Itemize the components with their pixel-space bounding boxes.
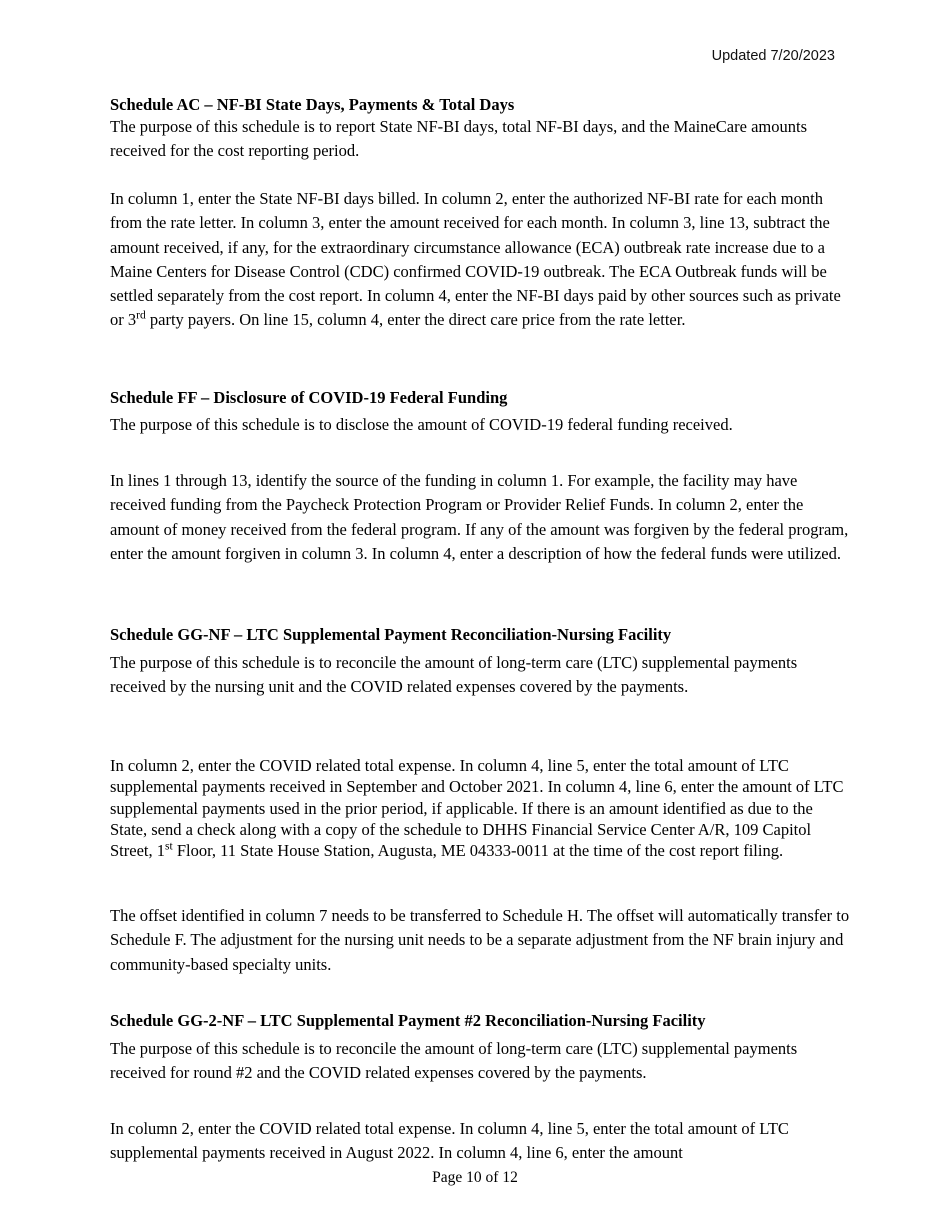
schedule-gg-2-nf-purpose: The purpose of this schedule is to reconcile the amount of long-term care (LTC) supplemental payments received for round #2 and the COVID related expenses covered by the payments. [110, 1039, 798, 1083]
schedule-gg-2-nf-instructions: In column 2, enter the COVID related total expense. In column 4, line 5, enter the total amount of LTC supplemental payments received in August 2022. In column 4, line 6, enter the amount [110, 1119, 789, 1163]
schedule-gg-nf-instructions-text-end: Floor, 11 State House Station, Augusta, ME 04333-0011 at the time of the cost report filing. [172, 841, 784, 861]
page-number: Page 10 of 12 [432, 1169, 518, 1186]
schedule-gg-nf-instructions-text: In column 2, enter the COVID related total expense. In column 4, line 5, enter the total amount of LTC supplemental payments received in September and October 2021. In column 4, line 6, enter the amount of LTC supplemental payments used in the prior period, if applicable. If there is an amount identified as due to the State, send a check along with a copy of the schedule to DHHS Financial Service Center A/R, 109 Capitol Street, 1 [110, 756, 844, 861]
schedule-gg-nf-purpose: The purpose of this schedule is to reconcile the amount of long-term care (LTC) supplemental payments received by the nursing unit and the COVID related expenses covered by the payments. [110, 653, 798, 697]
schedule-ff-instructions: In lines 1 through 13, identify the source of the funding in column 1. For example, the facility may have received funding from the Paycheck Protection Program or Provider Relief Funds. In column 2, enter the amount of money received from the federal program. If any of the amount was forgiven by the federal program, enter the amount forgiven in column 3. In column 4, enter a description of how the federal funds were utilized. [110, 471, 849, 563]
schedule-ff-purpose: The purpose of this schedule is to disclose the amount of COVID-19 federal funding received. [110, 415, 733, 434]
schedule-ac-instructions-text-end: party payers. On line 15, column 4, enter the direct care price from the rate letter. [145, 310, 686, 330]
schedule-ac-instructions [110, 187, 850, 333]
superscript-st: st [165, 840, 173, 853]
schedule-ac-purpose: The purpose of this schedule is to report State NF-BI days, total NF-BI days, and the MaineCare amounts received for the cost reporting period. [110, 117, 807, 161]
schedule-ff-heading: Schedule FF – Disclosure of COVID-19 Federal Funding [110, 388, 508, 407]
schedule-ac-heading: Schedule AC – NF-BI State Days, Payments & Total Days [110, 95, 515, 114]
superscript-rd: rd [136, 309, 146, 322]
schedule-gg-nf-instructions [110, 755, 854, 861]
schedule-ac-instructions-text: In column 1, enter the State NF-BI days billed. In column 2, enter the authorized NF-BI rate for each month from the rate letter. In column 3, enter the amount received for each month. In column 3, line 13, subtract the amount received, if any, for the extraordinary circumstance allowance (ECA) outbreak rate increase due to a Maine Centers for Disease Control (CDC) confirmed COVID-19 outbreak. The ECA Outbreak funds will be settled separately from the cost report. In column 4, enter the NF-BI days paid by other sources such as private or 3 [110, 189, 841, 330]
schedule-gg-2-nf-heading: Schedule GG-2-NF – LTC Supplemental Payment #2 Reconciliation-Nursing Facility [110, 1011, 706, 1030]
schedule-gg-nf-offset-note: The offset identified in column 7 needs to be transferred to Schedule H. The offset will automatically transfer to Schedule F. The adjustment for the nursing unit needs to be a separate adjustment from the NF brain injury and community-based specialty units. [110, 906, 850, 974]
updated-date: Updated 7/20/2023 [711, 48, 835, 64]
schedule-gg-nf-heading: Schedule GG-NF – LTC Supplemental Payment Reconciliation-Nursing Facility [110, 625, 672, 644]
